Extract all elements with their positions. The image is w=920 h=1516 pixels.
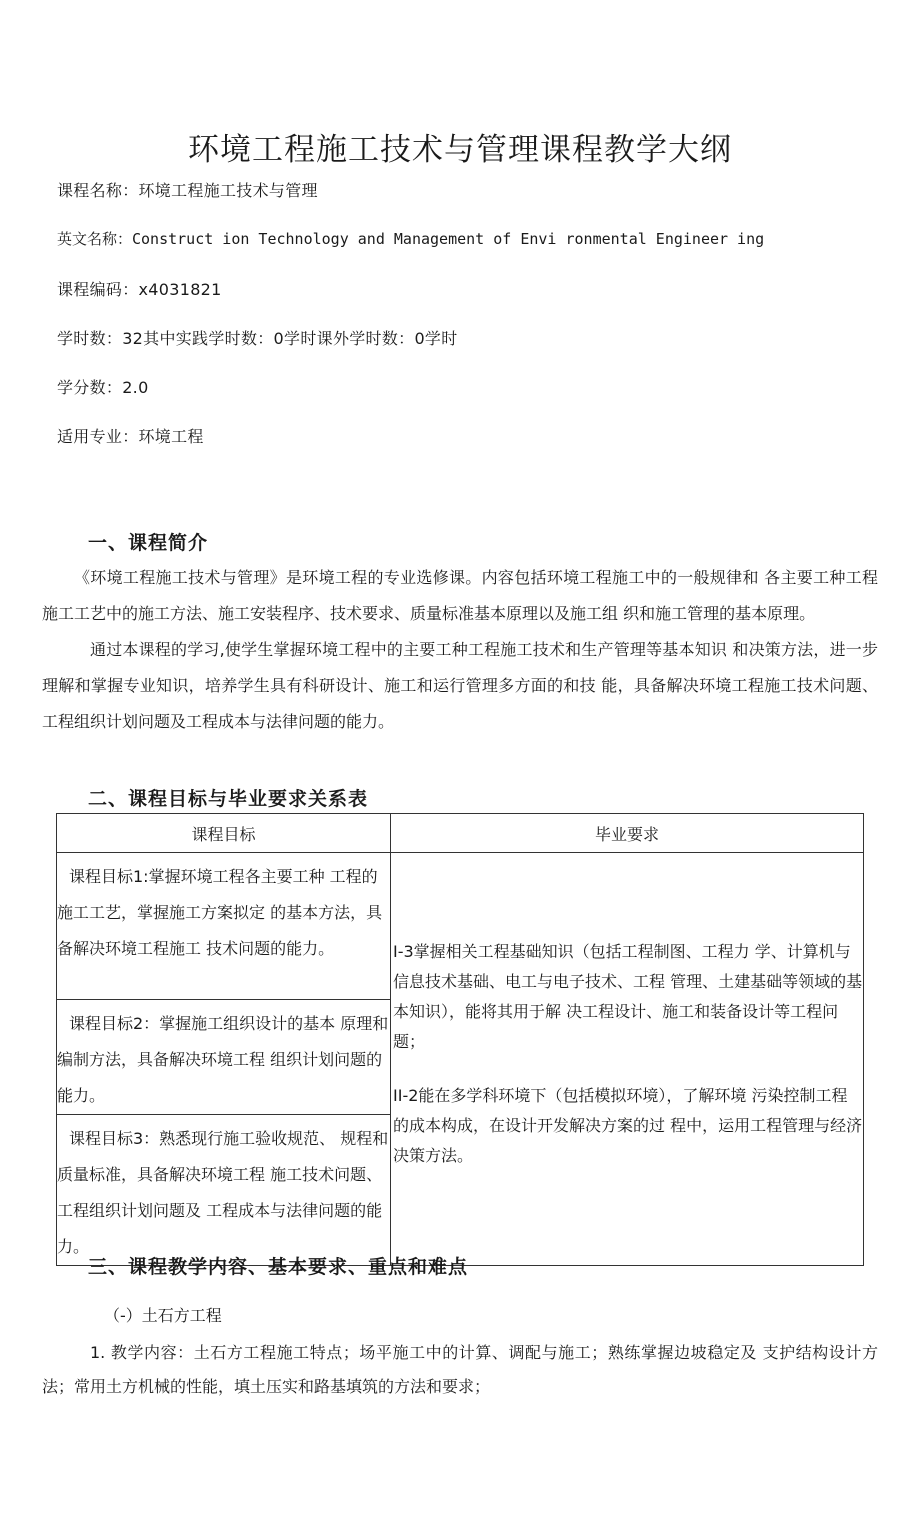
page-title: 环境工程施工技术与管理课程教学大纲: [188, 132, 732, 168]
subsection-earthwork: （-）土石方工程: [104, 1306, 222, 1325]
class-hours: 学时数：32其中实践学时数：0学时课外学时数：0学时: [57, 329, 458, 348]
table-row: [57, 853, 864, 1000]
table-header-row: [57, 814, 864, 853]
applicable-major: 适用专业：环境工程: [57, 427, 204, 446]
section-heading-content: 三、课程教学内容、基本要求、重点和难点: [88, 1256, 469, 1278]
goal-cell-1: [57, 853, 391, 1000]
goal-text-2: 课程目标2：掌握施工组织设计的基本 原理和编制方法，具备解决环境工程 组织计划问题的能力。: [57, 1014, 389, 1105]
requirement-2: II-2能在多学科环境下（包括模拟环境），了解环境 污染控制工程的成本构成，在设计开发解决方案的过 程中，运用工程管理与经济决策方法。: [393, 1086, 863, 1165]
course-name: 课程名称：环境工程施工技术与管理: [57, 181, 318, 200]
english-name: 英文名称：Construct ion Technology and Management of Envi ronmental Engineer ing: [57, 230, 765, 248]
goal-cell-2: [57, 1000, 391, 1115]
header-course-goal: 课程目标: [57, 814, 391, 853]
course-code: 课程编码：x4031821: [57, 280, 222, 299]
goals-requirements-table: [56, 813, 864, 1266]
requirement-1: I-3掌握相关工程基础知识（包括工程制图、工程力 学、计算机与信息技术基础、电工与电子技术、工程 管理、土建基础等领域的基本知识），能将其用于解 决工程设计、施工和装备设计等工程问题；: [393, 942, 863, 1051]
goal-text-1: 课程目标1:掌握环境工程各主要工种 工程的施工工艺，掌握施工方案拟定 的基本方法，具备解决环境工程施工 技术问题的能力。: [57, 867, 383, 958]
section-heading-goals: 二、课程目标与毕业要求关系表: [88, 788, 369, 810]
intro-paragraph-1: 《环境工程施工技术与管理》是环境工程的专业选修课。内容包括环境工程施工中的一般规律和 各主要工种工程施工工艺中的施工方法、施工安装程序、技术要求、质量标准基本原理以及施工组 织和施工管理的基本原理。: [42, 568, 878, 623]
header-graduation-requirement: 毕业要求: [391, 814, 864, 853]
goal-cell-3: [57, 1115, 391, 1266]
teaching-content-item-1: 1. 教学内容：土石方工程施工特点；场平施工中的计算、调配与施工；熟练掌握边坡稳定及 支护结构设计方法；常用土方机械的性能，填土压实和路基填筑的方法和要求；: [42, 1343, 878, 1396]
goal-text-3: 课程目标3：熟悉现行施工验收规范、 规程和质量标准，具备解决环境工程 施工技术问题、工程组织计划问题及 工程成本与法律问题的能力。: [57, 1129, 389, 1256]
intro-text: [42, 560, 878, 740]
credits: 学分数：2.0: [57, 378, 149, 397]
intro-paragraph-2: 通过本课程的学习,使学生掌握环境工程中的主要工种工程施工技术和生产管理等基本知识 和决策方法，进一步理解和掌握专业知识，培养学生具有科研设计、施工和运行管理多方面的和技 能，具备解决环境工程施工技术问题、工程组织计划问题及工程成本与法律问题的能力。: [42, 640, 878, 731]
requirements-cell: [391, 853, 864, 1266]
section-heading-intro: 一、课程简介: [88, 532, 209, 554]
